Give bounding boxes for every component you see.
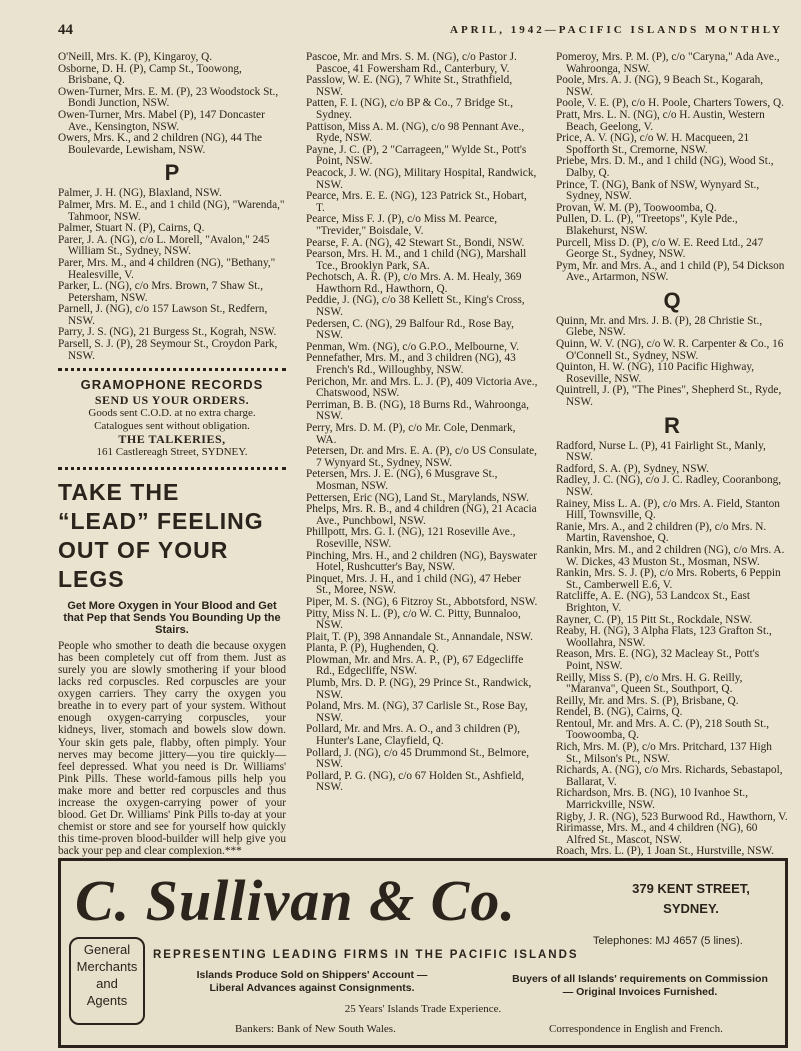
directory-entry: Poole, V. E. (P), c/o H. Poole, Charters Towers, Q. xyxy=(556,97,784,110)
directory-entry: Phelps, Mrs. R. B., and 4 children (NG), 21 Acacia Ave., Punchbowl, NSW. xyxy=(306,503,537,527)
gramophone-address: 161 Castlereagh Street, SYDNEY. xyxy=(96,446,248,459)
pills-headline-2: “LEAD” FEELING xyxy=(58,507,264,534)
directory-entry: Pomeroy, Mrs. P. M. (P), c/o "Caryna," Ada Ave., Wahroonga, NSW. xyxy=(556,51,780,75)
directory-entry: Parer, J. A. (NG), c/o L. Morell, "Avalon," 245 William St., Sydney, NSW. xyxy=(58,233,270,258)
gramophone-line3: Catalogues sent without obligation. xyxy=(94,419,250,432)
pink-pills-advertisement xyxy=(58,478,286,858)
directory-entry: Richards, A. (NG), c/o Mrs. Richards, Sebastapol, Ballarat, V. xyxy=(556,764,783,788)
directory-entry: Priebe, Mrs. D. M., and 1 child (NG), Wood St., Dalby, Q. xyxy=(556,155,774,179)
directory-entry: Reilly, Miss S. (P), c/o Mrs. H. G. Reilly, "Maranva", Queen St., Southport, Q. xyxy=(556,671,743,696)
entries-p-continued xyxy=(306,52,538,794)
running-title: APRIL, 1942—PACIFIC ISLANDS MONTHLY xyxy=(450,24,783,36)
directory-entry: Radford, Nurse L. (P), 41 Fairlight St., Manly, NSW. xyxy=(556,439,766,464)
directory-entry: Palmer, J. H. (NG), Blaxland, NSW. xyxy=(58,187,222,200)
directory-entry: Quinn, W. V. (NG), c/o W. R. Carpenter & Co., 16 O'Connell St., Sydney, NSW. xyxy=(556,338,784,362)
produce-line2: Liberal Advances against Consignments. xyxy=(209,982,415,994)
sullivan-address-line1: 379 KENT STREET, xyxy=(632,881,750,896)
directory-entry: Pearce, Miss F. J. (P), c/o Miss M. Pearce, "Trevider," Boisdale, V. xyxy=(306,213,498,237)
directory-entry: Pinquet, Mrs. J. H., and 1 child (NG), 47 Heber St., Moree, NSW. xyxy=(306,572,521,597)
gramophone-company: THE TALKERIES, xyxy=(118,432,226,447)
directory-entry: Pollard, Mr. and Mrs. A. O., and 3 children (P), Hunter's Lane, Clayfield, Q. xyxy=(306,723,520,748)
directory-entry: Reason, Mrs. E. (NG), 32 Macleay St., Pott's Point, NSW. xyxy=(556,648,760,672)
gramophone-line2: Goods sent C.O.D. at no extra charge. xyxy=(88,407,256,420)
page-header xyxy=(0,22,801,44)
sullivan-advertisement xyxy=(58,858,788,1048)
trade-experience: 25 Years' Islands Trade Experience. xyxy=(344,1003,502,1015)
directory-entry: Osborne, D. H. (P), Camp St., Toowong, Brisbane, Q. xyxy=(58,62,242,87)
directory-entry: Phillpott, Mrs. G. I. (NG), 121 Roseville Ave., Roseville, NSW. xyxy=(306,526,516,550)
directory-entry: Planta, P. (P), Hughenden, Q. xyxy=(306,642,439,655)
directory-entry: Rayner, C. (P), 15 Pitt St., Rockdale, NSW. xyxy=(556,613,753,626)
directory-entry: Pettersen, Eric (NG), Land St., Marylands, NSW. xyxy=(306,491,529,504)
produce-notice xyxy=(167,969,457,995)
directory-entry: Payne, J. C. (P), 2 "Carrageen," Wylde St., Pott's Point, NSW. xyxy=(306,143,527,168)
pills-subhead: Get More Oxygen in Your Blood and Get that Pep that Sends You Bounding Up the Stairs. xyxy=(63,599,281,636)
directory-entry: Parnell, J. (NG), c/o 157 Lawson St., Redfern, NSW. xyxy=(58,303,268,327)
directory-entry: Owen-Turner, Mrs. Mabel (P), 147 Doncaster Ave., Kensington, NSW. xyxy=(58,108,265,133)
entries-q xyxy=(556,316,788,409)
directory-entry: Pollard, J. (NG), c/o 45 Drummond St., Belmore, NSW. xyxy=(306,746,530,771)
sullivan-name: C. Sullivan & Co. xyxy=(75,868,516,933)
directory-entry: Purcell, Miss D. (P), c/o W. E. Reed Ltd., 247 George St., Sydney, NSW. xyxy=(556,236,764,261)
directory-entry: Plait, T. (P), 398 Annandale St., Annandale, NSW. xyxy=(306,630,533,643)
entries-r xyxy=(556,441,788,858)
pills-headline-1: TAKE THE xyxy=(58,478,180,505)
section-letter-r: R xyxy=(664,412,680,438)
directory-entry: Owen-Turner, Mrs. E. M. (P), 23 Woodstock St., Bondi Junction, NSW. xyxy=(58,85,279,110)
directory-entry: Rich, Mrs. M. (P), c/o Mrs. Pritchard, 137 High St., Milson's Pt., NSW. xyxy=(556,741,772,765)
directory-entry: Radley, J. C. (NG), c/o J. C. Radley, Cooranbong, NSW. xyxy=(556,474,782,498)
produce-line1: Islands Produce Sold on Shippers' Account — xyxy=(196,969,428,981)
directory-entry: Pratt, Mrs. L. N. (NG), c/o H. Austin, Western Beach, Geelong, V. xyxy=(556,108,765,133)
page-number: 44 xyxy=(58,22,73,38)
badge-line2: Merchants xyxy=(76,959,138,974)
directory-entry: Petersen, Dr. and Mrs. E. A. (P), c/o US Consulate, 7 Wynyard St., Sydney, NSW. xyxy=(306,445,537,469)
sullivan-address xyxy=(611,879,771,919)
directory-entry: Perichon, Mr. and Mrs. L. J. (P), 409 Victoria Ave., Chatswood, NSW. xyxy=(306,375,538,400)
entries-p-end xyxy=(556,52,788,284)
badge-line4: Agents xyxy=(86,993,128,1008)
directory-entry: Pym, Mr. and Mrs. A., and 1 child (P), 54 Dickson Ave., Artarmon, NSW. xyxy=(556,259,785,284)
directory-entry: Quinn, Mr. and Mrs. J. B. (P), 28 Christie St., Glebe, NSW. xyxy=(556,314,763,339)
sullivan-address-line2: SYDNEY. xyxy=(663,901,719,916)
directory-entry: Richardson, Mrs. B. (NG), 10 Ivanhoe St., Marrickville, NSW. xyxy=(556,787,749,812)
directory-entry: Pullen, D. L. (P), "Treetops", Kyle Pde., Blakehurst, NSW. xyxy=(556,213,738,237)
directory-entry: Pollard, P. G. (NG), c/o 67 Holden St., Ashfield, NSW. xyxy=(306,769,525,794)
section-letter-q: Q xyxy=(663,287,681,313)
directory-entry: Ratcliffe, A. E. (NG), 53 Landcox St., East Brighton, V. xyxy=(556,590,750,614)
directory-entry: Rainey, Miss L. A. (P), c/o Mrs. A. Field, Stanton Hill, Townsville, Q. xyxy=(556,497,780,522)
gramophone-advertisement xyxy=(58,368,286,470)
gramophone-line1: SEND US YOUR ORDERS. xyxy=(94,393,250,408)
directory-entry: Pechotsch, A. R. (P), c/o Mrs. A. M. Healy, 369 Hawthorn Rd., Hawthorn, Q. xyxy=(306,271,522,295)
buyers-notice: Buyers of all Islands' requirements on Commission — Original Invoices Furnished. xyxy=(512,973,768,998)
directory-entry: Rankin, Mrs. M., and 2 children (NG), c/o Mrs. A. W. Dickes, 43 Muston St., Mosman, NSW. xyxy=(556,543,785,568)
directory-entry: Rentoul, Mr. and Mrs. A. C. (P), 218 South St., Toowoomba, Q. xyxy=(556,717,770,742)
directory-entry: Penman, Wm. (NG), c/o G.P.O., Melbourne, V. xyxy=(306,340,520,353)
directory-entry: Parsell, S. J. (P), 28 Seymour St., Croydon Park, NSW. xyxy=(58,338,278,362)
entries-o xyxy=(58,52,286,156)
directory-entry: Patten, F. I. (NG), c/o BP & Co., 7 Bridge St., Sydney. xyxy=(306,97,514,121)
directory-entry: Pearson, Mrs. H. M., and 1 child (NG), Marshall Tce., Brooklyn Park, SA. xyxy=(306,248,527,272)
column-3 xyxy=(556,52,788,858)
directory-entry: Passlow, W. E. (NG), 7 White St., Strathfield, NSW. xyxy=(306,74,513,98)
directory-entry: Rendel, B. (NG), Cairns, Q. xyxy=(556,706,683,719)
directory-entry: Parker, L. (NG), c/o Mrs. Brown, 7 Shaw St., Petersham, NSW. xyxy=(58,280,264,304)
directory-entry: Peddie, J. (NG), c/o 38 Kellett St., King's Cross, NSW. xyxy=(306,294,525,319)
directory-entry: Rigby, J. R. (NG), 523 Burwood Rd., Hawthorn, V. xyxy=(556,810,788,823)
directory-entry: Perriman, B. B. (NG), 18 Burns Rd., Wahroonga, NSW. xyxy=(306,398,529,423)
directory-entry: Poland, Mrs. M. (NG), 37 Carlisle St., Rose Bay, NSW. xyxy=(306,700,528,724)
directory-entry: Pattison, Miss A. M. (NG), c/o 98 Pennant Ave., Ryde, NSW. xyxy=(306,120,525,145)
directory-entry: Parry, J. S. (NG), 21 Burgess St., Kograh, NSW. xyxy=(58,326,277,339)
directory-entry: Perry, Mrs. D. M. (P), c/o Mr. Cole, Denmark, WA. xyxy=(306,422,516,446)
entries-p xyxy=(58,188,286,362)
badge-line3: and xyxy=(96,976,118,991)
directory-entry: Pennefather, Mrs. M., and 3 children (NG), 43 French's Rd., Willoughby, NSW. xyxy=(306,352,516,377)
directory-entry: Peacock, J. W. (NG), Military Hospital, Randwick, NSW. xyxy=(306,166,537,191)
directory-entry: Pedersen, C. (NG), 29 Balfour Rd., Rose Bay, NSW. xyxy=(306,317,514,342)
directory-entry: Pascoe, Mr. and Mrs. S. M. (NG), c/o Pastor J. Pascoe, 41 Fowersham Rd., Canterbury, V. xyxy=(306,51,517,75)
pills-body: People who smother to death die because oxygen has been completely cut off from them. Just as surely you are slowly smothering if your blood lacks red corpuscles. Red corpuscles are your oxygen carriers. They carry the oxygen you breathe in to every part of your system. Without enough oxygen-carrying corpuscles, your kidneys, liver, stomach and bowels slow down. Your skin gets pale, flabby, often pimply. Your nerves may become jittery—you tire quickly—feel depressed. What you need is Dr. Williams' Pink Pills. These world-famous pills help you make more and better red corpuscles and thus increase the oxygen-carrying power of your blood. Get Dr. Williams' Pink Pills to-day at your chemist or store and see for yourself how quickly this time-proven blood-builder will help give you back your pep and clear complexion.*** xyxy=(58,639,286,858)
directory-entry: Reilly, Mr. and Mrs. S. (P), Brisbane, Q. xyxy=(556,694,739,707)
directory-entry: Piper, M. S. (NG), 6 Fitzroy St., Abbotsford, NSW. xyxy=(306,595,538,608)
representing-line: REPRESENTING LEADING FIRMS IN THE PACIFIC ISLANDS xyxy=(153,949,579,961)
bankers: Bankers: Bank of New South Wales. xyxy=(235,1023,396,1035)
directory-entry: Pearse, F. A. (NG), 42 Stewart St., Bondi, NSW. xyxy=(306,236,525,249)
directory-entry: Price, A. V. (NG), c/o W. H. Macqueen, 21 Spofforth St., Cremorne, NSW. xyxy=(556,132,750,156)
directory-entry: Pinching, Mrs. H., and 2 children (NG), Bayswater Hotel, Rushcutter's Bay, NSW. xyxy=(306,549,537,574)
directory-entry: Palmer, Stuart N. (P), Cairns, Q. xyxy=(58,222,205,235)
directory-entry: Pitty, Miss N. L. (P), c/o W. C. Pitty, Bunnaloo, NSW. xyxy=(306,607,521,632)
directory-entry: Petersen, Mrs. J. E. (NG), 6 Musgrave St., Mosman, NSW. xyxy=(306,468,498,492)
gramophone-title: GRAMOPHONE RECORDS xyxy=(80,377,264,393)
directory-entry: Prince, T. (NG), Bank of NSW, Wynyard St., Sydney, NSW. xyxy=(556,178,760,203)
directory-entry: O'Neill, Mrs. K. (P), Kingaroy, Q. xyxy=(58,51,213,63)
column-1 xyxy=(58,52,286,857)
directory-entry: Quinton, H. W. (NG), 110 Pacific Highway, Roseville, NSW. xyxy=(556,361,755,385)
correspondence: Correspondence in English and French. xyxy=(549,1023,723,1035)
directory-entry: Roach, Mrs. L. (P), 1 Joan St., Hurstville, NSW. xyxy=(556,845,774,858)
directory-entry: Radford, S. A. (P), Sydney, NSW. xyxy=(556,462,709,475)
directory-entry: Quintrell, J. (P), "The Pines", Shepherd St., Ryde, NSW. xyxy=(556,384,782,409)
directory-entry: Palmer, Mrs. M. E., and 1 child (NG), "Warenda," Tahmoor, NSW. xyxy=(58,198,285,223)
telephones: Telephones: MJ 4657 (5 lines). xyxy=(593,935,743,947)
directory-entry: Reaby, H. (NG), 3 Alpha Flats, 123 Grafton St., Woollahra, NSW. xyxy=(556,625,772,649)
directory-entry: Owers, Mrs. K., and 2 children (NG), 44 The Boulevarde, Lewisham, NSW. xyxy=(58,132,263,156)
section-letter-p: P xyxy=(164,160,180,186)
directory-entry: Provan, W. M. (P), Toowoomba, Q. xyxy=(556,201,717,214)
directory-entry: Parer, Mrs. M., and 4 children (NG), "Bethany," Healesville, V. xyxy=(58,256,276,281)
directory-entry: Pearce, Mrs. E. E. (NG), 123 Patrick St., Hobart, T. xyxy=(306,190,527,214)
column-2 xyxy=(306,52,538,794)
directory-entry: Poole, Mrs. A. J. (NG), 9 Beach St., Kogarah, NSW. xyxy=(556,74,764,98)
directory-entry: Plumb, Mrs. D. P. (NG), 29 Prince St., Randwick, NSW. xyxy=(306,677,532,701)
directory-entry: Ririmasse, Mrs. M., and 4 children (NG), 60 Alfred St., Mascot, NSW. xyxy=(556,822,758,846)
badge-line1: General xyxy=(83,942,131,957)
directory-entry: Ranie, Mrs. A., and 2 children (P), c/o Mrs. N. Martin, Ravenshoe, Q. xyxy=(556,520,767,545)
pills-headline-3: OUT OF YOUR LEGS xyxy=(58,536,229,592)
directory-entry: Rankin, Mrs. S. J. (P), c/o Mrs. Roberts, 6 Peppin St., Camberwell E.6, V. xyxy=(556,567,781,591)
directory-entry: Plowman, Mr. and Mrs. A. P., (P), 67 Edgecliffe Rd., Edgecliffe, NSW. xyxy=(306,653,524,678)
